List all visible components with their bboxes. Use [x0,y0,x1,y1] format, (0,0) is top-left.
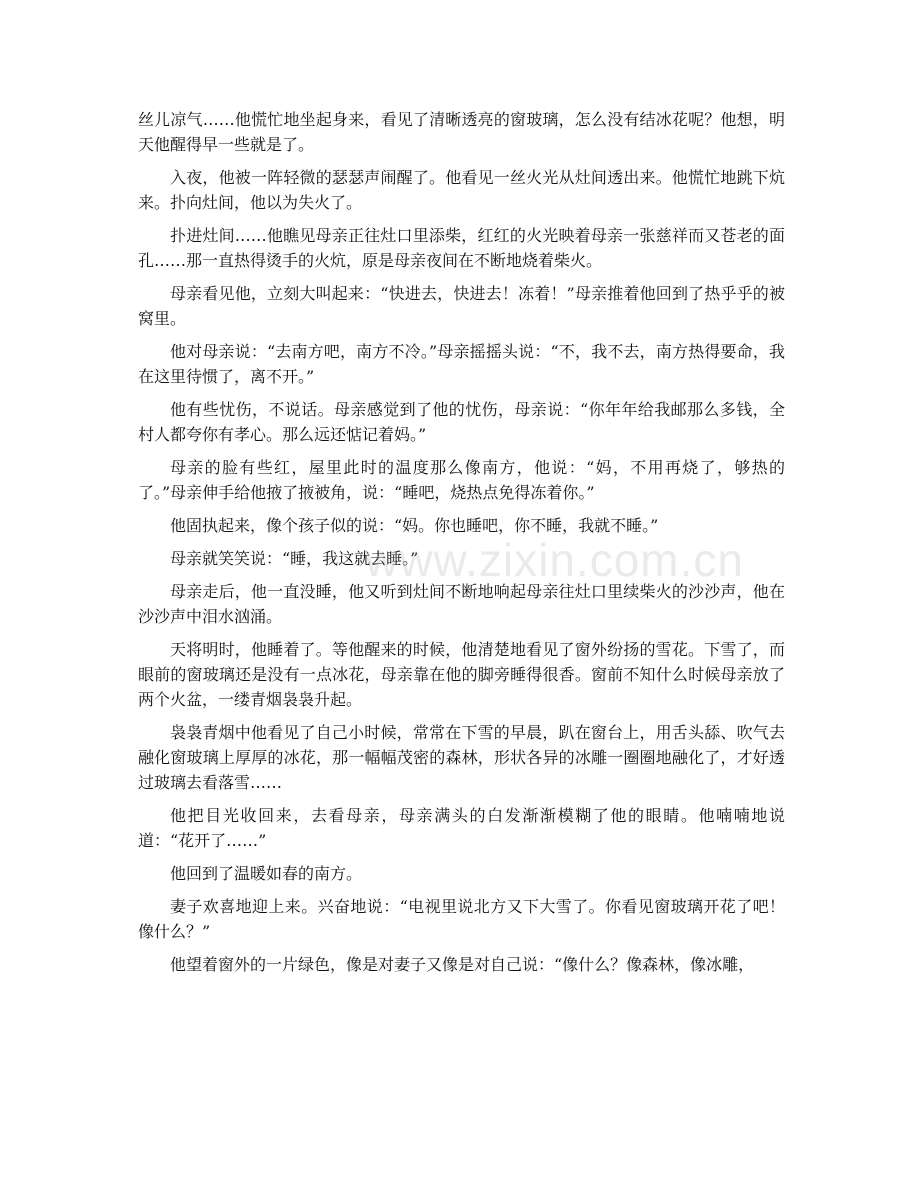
paragraph-16: 他望着窗外的一片绿色，像是对妻子又像是对自己说：“像什么？像森林，像冰雕， [170,955,755,974]
watermark: www.zixin.com.cn [365,534,744,586]
paragraph-3: 扑进灶间……他瞧见母亲正往灶口里添柴，红红的火光映着母亲一张慈祥而又苍老的面孔……那一直热得烫手的火炕，原是母亲夜间在不断地烧着柴火。 [138,226,785,270]
paragraph-13: 他把目光收回来，去看母亲，母亲满头的白发渐渐模糊了他的眼睛。他喃喃地说道：“花开了……” [138,806,785,850]
paragraph-2: 入夜，他被一阵轻微的瑟瑟声闹醒了。他看见一丝火光从灶间透出来。他慌忙地跳下炕来。扑向灶间，他以为失火了。 [138,168,785,212]
paragraph-8: 他固执起来，像个孩子似的说：“妈。你也睡吧，你不睡，我就不睡。” [170,516,659,535]
paragraph-9: 母亲就笑笑说：“睡，我这就去睡。” [170,549,419,568]
paragraph-11: 天将明时，他睡着了。等他醒来的时候，他清楚地看见了窗外纷扬的雪花。下雪了，而眼前的窗玻璃还是没有一点冰花，母亲靠在他的脚旁睡得很香。窗前不知什么时候母亲放了两个火盆，一缕青烟袅袅升起。 [138,640,785,709]
paragraph-1: 丝儿凉气……他慌忙地坐起身来，看见了清晰透亮的窗玻璃，怎么没有结冰花呢？他想，明天他醒得早一些就是了。 [138,110,785,154]
paragraph-12: 袅袅青烟中他看见了自己小时候，常常在下雪的早晨，趴在窗台上，用舌头舔、吹气去融化窗玻璃上厚厚的冰花，那一幅幅茂密的森林，形状各异的冰雕一圈圈地融化了，才好透过玻璃去看落雪…… [138,723,785,792]
paragraph-4: 母亲看见他，立刻大叫起来：“快进去，快进去！冻着！”母亲推着他回到了热乎乎的被窝里。 [138,284,785,328]
paragraph-7: 母亲的脸有些红，屋里此时的温度那么像南方，他说：“妈，不用再烧了，够热的了。”母亲伸手给他掖了掖被角，说：“睡吧，烧热点免得冻着你。” [138,458,785,502]
paragraph-10: 母亲走后，他一直没睡，他又听到灶间不断地响起母亲往灶口里续柴火的沙沙声，他在沙沙声中泪水汹涌。 [138,582,785,626]
paragraph-5: 他对母亲说：“去南方吧，南方不冷。”母亲摇摇头说：“不，我不去，南方热得要命，我在这里待惯了，离不开。” [138,342,785,386]
paragraph-15: 妻子欢喜地迎上来。兴奋地说：“电视里说北方又下大雪了。你看见窗玻璃开花了吧！像什么？” [138,897,785,941]
paragraph-6: 他有些忧伤，不说话。母亲感觉到了他的忧伤，母亲说：“你年年给我邮那么多钱，全村人都夸你有孝心。那么远还惦记着妈。” [138,400,785,444]
paragraph-14: 他回到了温暖如春的南方。 [170,864,363,883]
